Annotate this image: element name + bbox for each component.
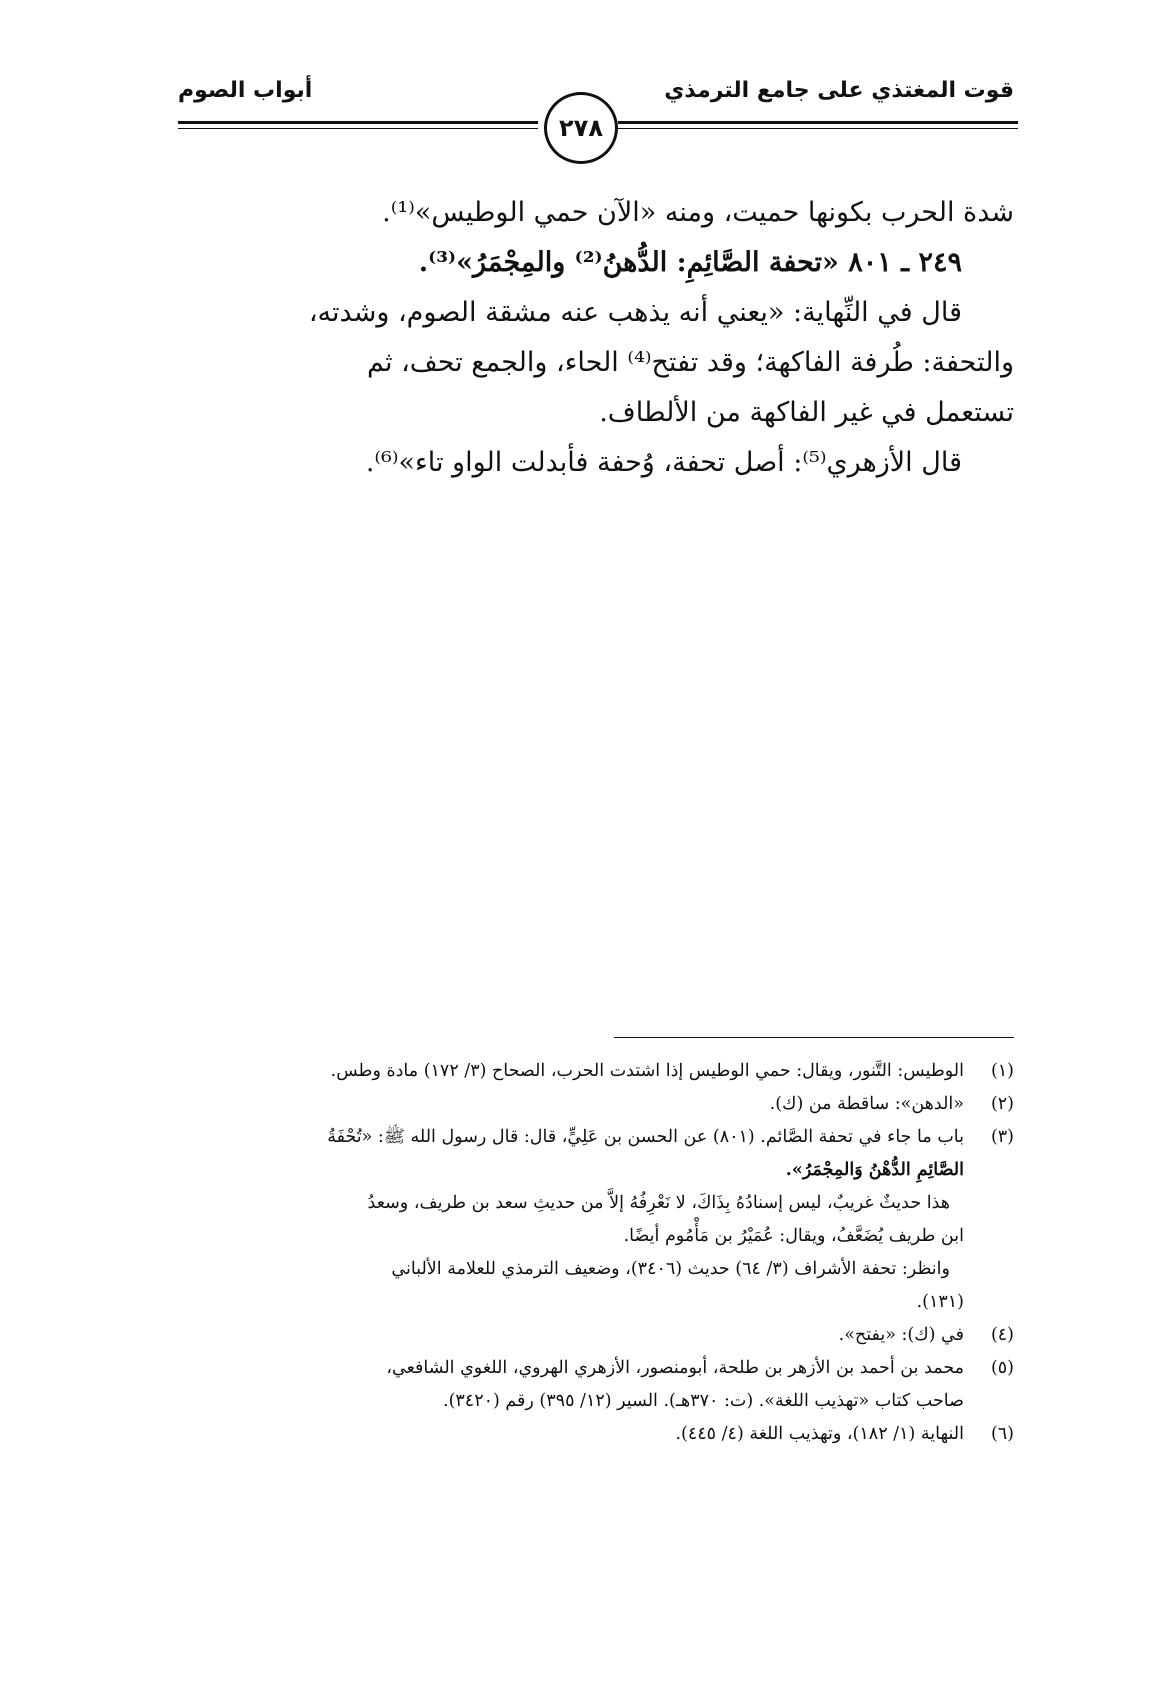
footnote-line: صاحب كتاب «تهذيب اللغة». (ت: ٣٧٠هـ). السير (١٢/ ٣٩٥) رقم (٣٤٢٠).	[443, 1391, 964, 1411]
section-title: أبواب الصوم	[178, 78, 313, 103]
hadith-heading: ٢٤٩ ـ ٨٠١ «تحفة الصَّائِمِ: الدُّهنُ⁽²⁾ والمِجْمَرُ»⁽³⁾.	[418, 247, 962, 278]
page-number: ٢٧٨	[544, 92, 618, 164]
header-rule	[178, 128, 538, 129]
footnote	[178, 1418, 1014, 1451]
footnote-line: في (ك): «يفتح».	[838, 1325, 964, 1345]
text-line: قال الأزهري⁽⁵⁾: أصل تحفة، وُحفة فأبدلت الواو تاء»⁽⁶⁾.	[365, 447, 962, 478]
footnote-line: محمد بن أحمد بن الأزهر بن طلحة، أبومنصور، الأزهري الهروي، اللغوي الشافعي،	[386, 1358, 964, 1378]
footnote	[178, 1121, 1014, 1319]
footnote-line: ابن طريف يُضَعَّفُ، ويقال: عُمَيْرُ بن مَأْمُوم أيضًا.	[623, 1226, 964, 1246]
header-rule	[178, 121, 538, 124]
footnote-number: (٣)	[990, 1127, 1014, 1147]
text-line: قال في النِّهاية: «يعني أنه يذهب عنه مشقة الصوم، وشدته،	[308, 297, 962, 328]
footnote-line: النهاية (١/ ١٨٢)، وتهذيب اللغة (٤/ ٤٤٥).	[675, 1424, 964, 1444]
text-line: شدة الحرب بكونها حميت، ومنه «الآن حمي الوطيس»⁽¹⁾.	[382, 197, 1014, 228]
footnote-line: «الدهن»: ساقطة من (ك).	[769, 1094, 964, 1114]
footnote-line: باب ما جاء في تحفة الصَّائم. (٨٠١) عن الحسن بن عَلِيٍّ، قال: قال رسول الله ﷺ: «تُحْفَةُ	[327, 1127, 964, 1147]
header-rule	[618, 121, 1018, 124]
footnote-number: (١)	[990, 1061, 1014, 1081]
book-title: قوت المغتذي على جامع الترمذي	[664, 78, 1014, 103]
footnote-number: (٦)	[990, 1424, 1014, 1444]
footnote	[178, 1352, 1014, 1418]
footnote-line: الوطيس: التَّنور، ويقال: حمي الوطيس إذا اشتدت الحرب، الصحاح (٣/ ١٧٢) مادة وطس.	[330, 1061, 964, 1081]
footnote	[178, 1088, 1014, 1121]
text-line: والتحفة: طُرفة الفاكهة؛ وقد تفتح⁽⁴⁾ الحاء، والجمع تحف، ثم	[367, 347, 1014, 378]
text-line: تستعمل في غير الفاكهة من الألطاف.	[599, 397, 1014, 428]
footnote	[178, 1319, 1014, 1352]
main-text	[178, 188, 1014, 488]
footnotes	[178, 1055, 1014, 1451]
footnote-number: (٥)	[990, 1358, 1014, 1378]
footnote-number: (٤)	[990, 1325, 1014, 1345]
footnote-line: هذا حديثٌ غريبٌ، ليس إسنادُهُ بِذَاكَ، لا نَعْرِفُهُ إلاَّ من حديثِ سعد بن طريف، وسعدُ	[367, 1193, 950, 1213]
footnote	[178, 1055, 1014, 1088]
footnote-number: (٢)	[990, 1094, 1014, 1114]
footnote-line: وانظر: تحفة الأشراف (٣/ ٦٤) حديث (٣٤٠٦)، وضعيف الترمذي للعلامة الألباني	[391, 1259, 950, 1279]
header-rule	[618, 128, 1018, 129]
footnote-line: الصَّائِمِ الدُّهْنُ وَالمِجْمَرُ».	[785, 1160, 964, 1180]
footnote-line: (١٣١).	[916, 1292, 964, 1312]
footnote-separator	[614, 1037, 1014, 1038]
